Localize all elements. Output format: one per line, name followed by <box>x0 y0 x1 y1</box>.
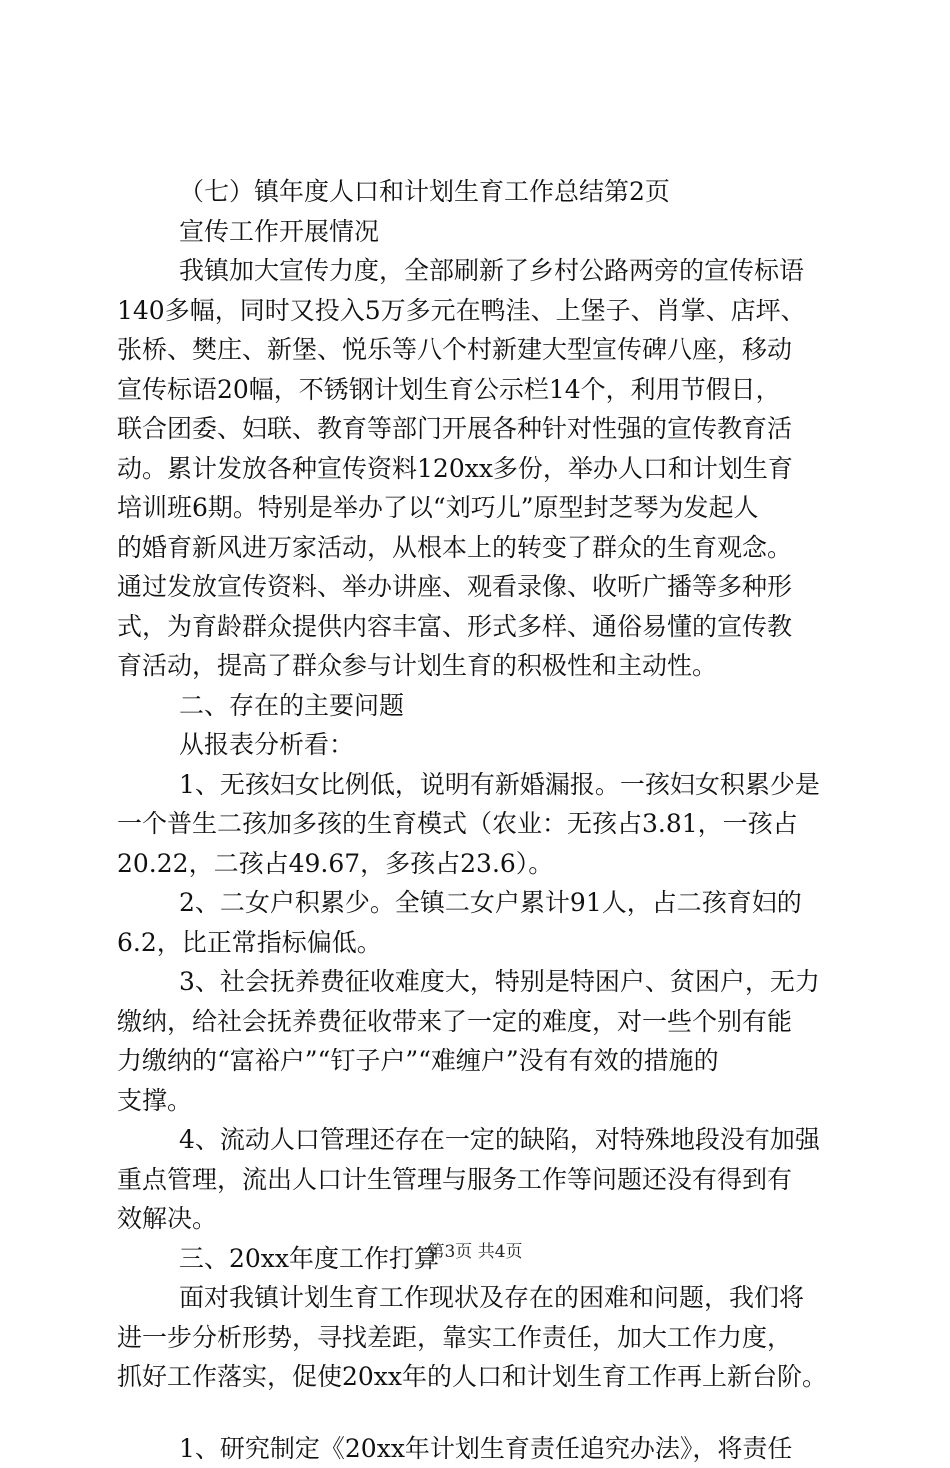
list-item-line: 重点管理，流出人口计生管理与服务工作等问题还没有得到有 <box>117 1160 833 1200</box>
paragraph-spacer <box>117 1397 833 1429</box>
section-heading: 二、存在的主要问题 <box>117 686 833 726</box>
paragraph-line: 张桥、樊庄、新堡、悦乐等八个村新建大型宣传碑八座，移动 <box>117 330 833 370</box>
list-item-line: 3、社会抚养费征收难度大，特别是特困户、贫困户，无力 <box>117 962 833 1002</box>
paragraph-line: 抓好工作落实，促使20xx年的人口和计划生育工作再上新台阶。 <box>117 1357 833 1397</box>
list-item-line: 1、研究制定《20xx年计划生育责任追究办法》，将责任 <box>117 1429 833 1468</box>
paragraph-heading: 宣传工作开展情况 <box>117 212 833 252</box>
paragraph-line: 培训班6期。特别是举办了以“刘巧儿”原型封芝琴为发起人 <box>117 488 833 528</box>
list-item-line: 6.2，比正常指标偏低。 <box>117 923 833 963</box>
paragraph-line: 动。累计发放各种宣传资料120xx多份，举办人口和计划生育 <box>117 449 833 489</box>
paragraph-line: 面对我镇计划生育工作现状及存在的困难和问题，我们将 <box>117 1278 833 1318</box>
paragraph-line: 式，为育龄群众提供内容丰富、形式多样、通俗易懂的宣传教 <box>117 607 833 647</box>
paragraph-line: 宣传标语20幅，不锈钢计划生育公示栏14个，利用节假日， <box>117 370 833 410</box>
paragraph-line: 进一步分析形势，寻找差距，靠实工作责任，加大工作力度， <box>117 1318 833 1358</box>
document-body <box>117 172 833 1468</box>
list-item-line: 缴纳，给社会抚养费征收带来了一定的难度，对一些个别有能 <box>117 1002 833 1042</box>
paragraph-line: 通过发放宣传资料、举办讲座、观看录像、收听广播等多种形 <box>117 567 833 607</box>
paragraph-line: 的婚育新风进万家活动，从根本上的转变了群众的生育观念。 <box>117 528 833 568</box>
list-item-line: 2、二女户积累少。全镇二女户累计91人，占二孩育妇的 <box>117 883 833 923</box>
list-item-line: 力缴纳的“富裕户”“钉子户”“难缠户”没有有效的措施的 <box>117 1041 833 1081</box>
list-item-line: 20.22，二孩占49.67，多孩占23.6）。 <box>117 844 833 884</box>
list-item-line: 一个普生二孩加多孩的生育模式（农业：无孩占3.81，一孩占 <box>117 804 833 844</box>
list-item-line: 效解决。 <box>117 1199 833 1239</box>
page-footer: 第3页 共4页 <box>0 1240 950 1264</box>
paragraph-line: 140多幅，同时又投入5万多元在鸭洼、上堡子、肖掌、店坪、 <box>117 291 833 331</box>
list-item-line: 支撑。 <box>117 1081 833 1121</box>
section-heading: 三、20xx年度工作打算 <box>117 1239 833 1279</box>
section-heading: （七）镇年度人口和计划生育工作总结第2页 <box>117 172 833 212</box>
paragraph-line: 育活动，提高了群众参与计划生育的积极性和主动性。 <box>117 646 833 686</box>
paragraph-line: 联合团委、妇联、教育等部门开展各种针对性强的宣传教育活 <box>117 409 833 449</box>
list-item-line: 4、流动人口管理还存在一定的缺陷，对特殊地段没有加强 <box>117 1120 833 1160</box>
list-item-line: 1、无孩妇女比例低，说明有新婚漏报。一孩妇女积累少是 <box>117 765 833 805</box>
paragraph-line: 我镇加大宣传力度，全部刷新了乡村公路两旁的宣传标语 <box>117 251 833 291</box>
paragraph-line: 从报表分析看： <box>117 725 833 765</box>
